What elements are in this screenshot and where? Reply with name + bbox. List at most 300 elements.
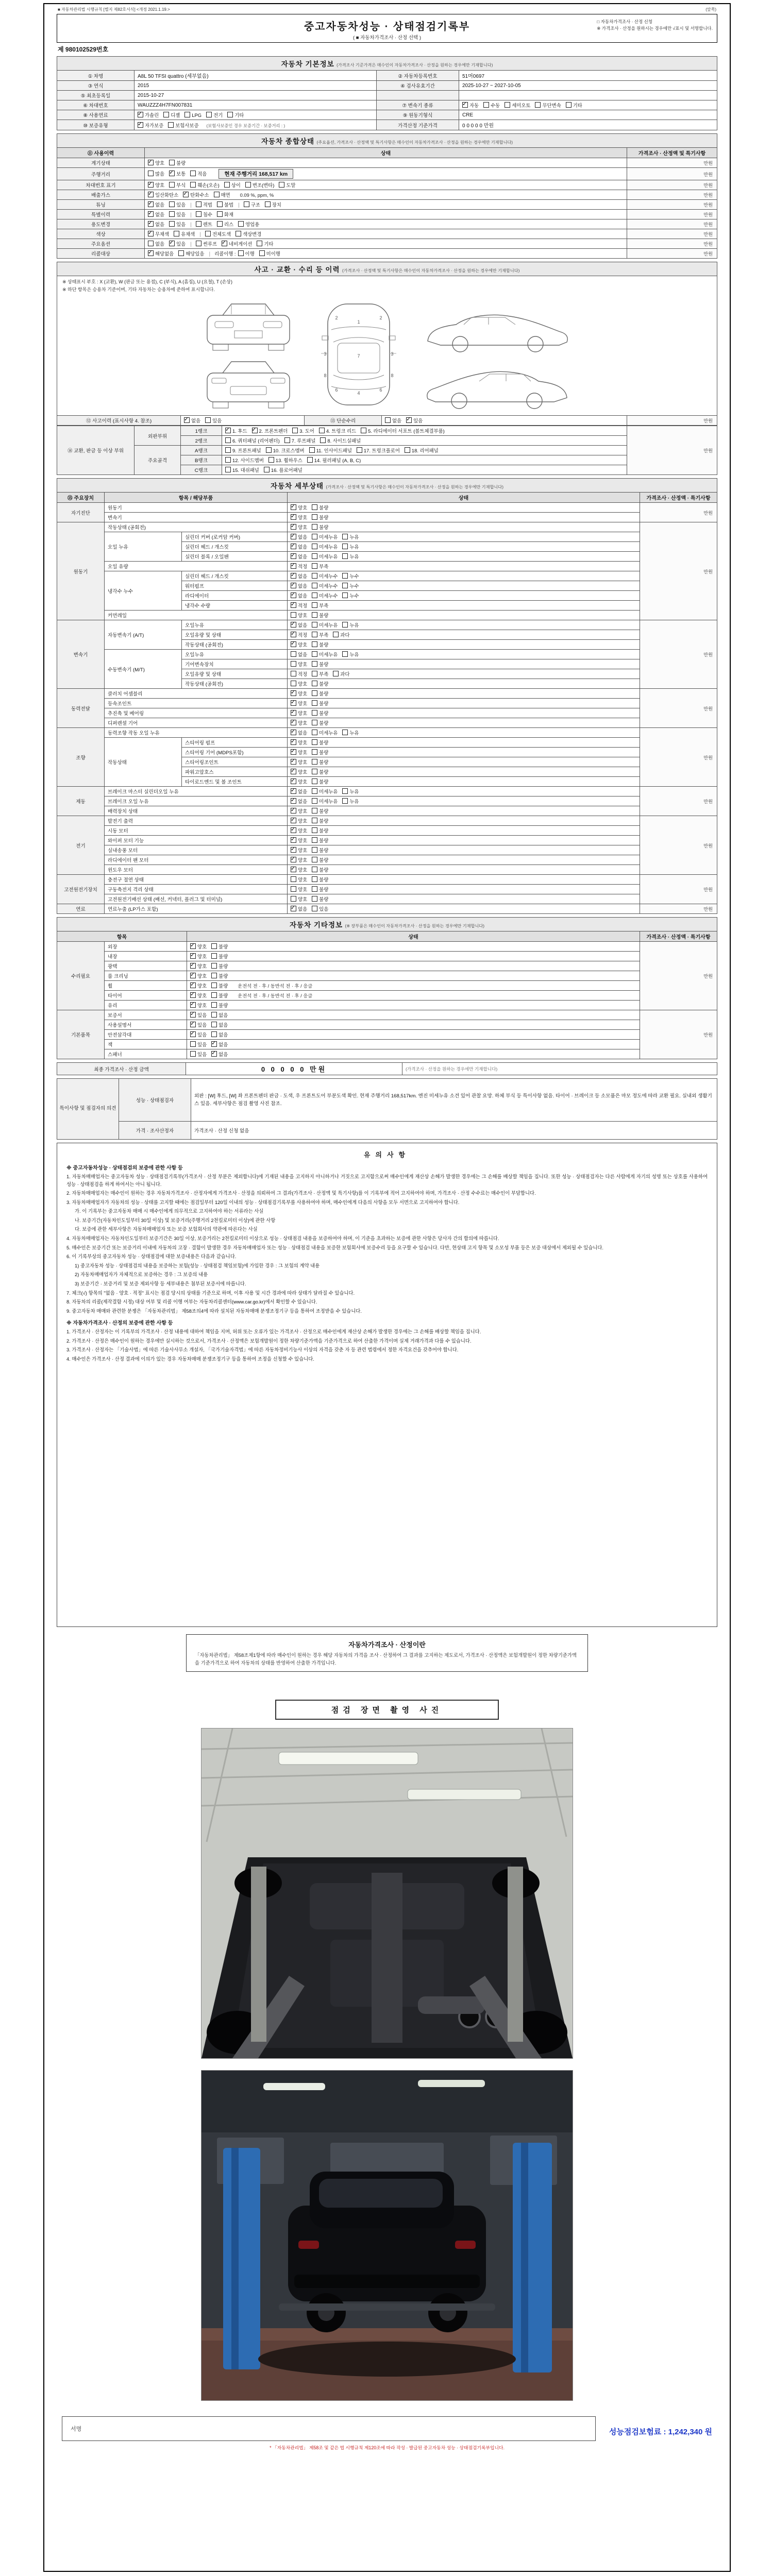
field-label: ⑤ 최초등록일	[57, 91, 135, 100]
option-label: 누유	[349, 789, 359, 794]
panel-item-label: 5. 라디에이터 서포트 (볼트체결부품)	[368, 428, 445, 434]
detail-state	[288, 826, 640, 836]
panel-item	[225, 427, 247, 434]
panel-item	[405, 447, 439, 454]
choice-trans-3	[535, 101, 561, 109]
page-side-note: (앞쪽)	[705, 7, 716, 12]
comprehensive-row	[57, 180, 717, 190]
checkbox-icon	[291, 730, 296, 735]
option-label: 누유	[349, 544, 359, 550]
checkbox-icon	[206, 112, 212, 117]
checkbox-icon	[211, 1051, 217, 1057]
detail-state	[288, 650, 640, 659]
field-label: ⑩ 보증유형	[57, 120, 135, 130]
checkbox-icon	[312, 612, 317, 618]
notice-item: 5. 매수인은 보증기간 또는 보증거리 이내에 자동차의 고장 · 결함이 발생한 경우 자동차매매업자 또는 성능 · 상태점검 내용을 보증한 보험회사에 보증수리 등을 요구할 수 있습니다. 다만, 현상태 고지 항목 및 소모성 부품 등은 보증 대상에서 제외될 수 있습니다.	[66, 1244, 603, 1250]
choice-gb-1	[312, 514, 328, 521]
car-rear-view-diagram	[199, 357, 297, 410]
price-cell: 만원	[640, 522, 717, 620]
inspector-label: 성능 · 상태점검자	[119, 1079, 191, 1122]
page-title-sub: ( ■ 자동차가격조사 · 산정 선택 )	[352, 35, 421, 41]
basic-section-header	[57, 56, 717, 70]
choice-ny-1	[169, 201, 186, 208]
comprehensive-table	[57, 147, 717, 259]
choice-gb-1	[312, 895, 328, 903]
option-label: 무채색	[155, 231, 170, 237]
checkbox-icon	[265, 201, 271, 207]
accident-history-table	[57, 415, 717, 426]
misc-state	[187, 1030, 640, 1040]
choice-use-1	[217, 221, 233, 228]
detail-state	[288, 757, 640, 767]
option-label: 미세누유	[319, 544, 338, 550]
detail-item-label: 작동상태 (공회전)	[105, 522, 288, 532]
checkbox-icon	[312, 544, 317, 549]
misc-item-label: 휠	[105, 981, 187, 991]
choice-gb-0	[291, 895, 307, 903]
checkbox-icon	[312, 896, 317, 902]
checkbox-icon	[225, 457, 231, 463]
column-detail-price: 가격조사 · 산정액 · 특기사항	[640, 493, 717, 503]
field-label: ⑨ 원동기형식	[377, 110, 459, 120]
choice-fuel-3	[206, 111, 223, 118]
checkbox-icon	[211, 953, 217, 959]
option-label: 있음	[176, 212, 186, 217]
notice-items-2	[66, 1328, 708, 1363]
checkbox-icon	[342, 730, 348, 735]
detail-state	[288, 503, 640, 513]
checkbox-icon	[312, 876, 317, 882]
panel-number-label: 8	[324, 373, 327, 378]
choice-gb-1	[169, 159, 186, 166]
misc-item-label: 타이어	[105, 991, 187, 1001]
misc-state	[187, 991, 640, 1001]
price-cell: 만원	[627, 426, 717, 475]
option-label: 적정	[298, 564, 308, 569]
option-label: 불량	[319, 524, 329, 530]
checkbox-icon	[291, 778, 296, 784]
detail-sub-label: 오일누유	[182, 650, 288, 659]
choice-nl-2	[342, 621, 359, 629]
choice-yn-0	[190, 1011, 207, 1019]
checkbox-icon	[385, 417, 391, 423]
checkbox-icon	[312, 602, 317, 608]
choice-gb-0	[291, 778, 307, 785]
car-front-view-diagram	[199, 299, 297, 352]
price-survey-apply-note	[597, 19, 713, 32]
notice-item: 가. 이 기록부는 중고자동차 매매 시 매수인에게 의무적으로 고지하여야 하는 서류라는 사실	[75, 1208, 264, 1214]
misc-state	[187, 961, 640, 971]
remarks-row-inspector	[57, 1079, 717, 1122]
option-label: 이행	[245, 251, 255, 257]
panel-item	[266, 447, 305, 454]
detail-sub-label: 타이로드엔드 및 볼 조인트	[182, 777, 288, 787]
option-label: 불량	[319, 740, 329, 745]
option-label: 변조(변타)	[252, 182, 275, 188]
choice-gb-1	[312, 856, 328, 863]
detail-state	[288, 522, 640, 532]
choice-gb-0	[291, 739, 307, 746]
checkbox-icon	[291, 632, 296, 637]
option-label: 적정	[298, 603, 308, 608]
panel-item-label: 17. 트렁크플로어	[363, 448, 400, 453]
choice-flood-1	[217, 211, 233, 218]
misc-header-row	[57, 931, 717, 942]
choice-legal-0	[196, 201, 212, 208]
checkbox-icon	[190, 953, 196, 959]
field-note: (보험사보증인 경우 보증기간 · 보증거리 : )	[206, 123, 285, 128]
checkbox-icon	[312, 700, 317, 706]
notice-item: 2. 자동차매매업자는 매수인이 원하는 경우 자동차가격조사 · 산정자에게 가격조사 · 산정을 의뢰하여 그 결과(가격조사 · 산정액 및 특기사항)를 이 기록부에 적어 고지하여야 하며, 가격조사 · 산정 수수료는 매수인이 부담합니다.	[66, 1190, 536, 1196]
accident-history-row	[57, 416, 717, 426]
choice-trans-0	[462, 101, 479, 109]
panel-rank-row	[57, 446, 717, 455]
choice-nl-2	[342, 788, 359, 795]
detail-sub-label: 작동상태 (공회전)	[182, 679, 288, 689]
option-label: 미세누유	[319, 622, 338, 628]
misc-state	[187, 981, 640, 991]
field-value	[135, 120, 377, 130]
detail-item-label: 원동기	[105, 503, 288, 513]
checkbox-icon	[169, 241, 175, 246]
option-label: 있음	[197, 1022, 207, 1028]
checkbox-icon	[196, 201, 201, 207]
checkbox-icon	[148, 241, 154, 246]
choice-mileage-0	[148, 170, 164, 177]
choice-struct-0	[244, 201, 260, 208]
car-side-views	[420, 300, 575, 409]
checkbox-icon	[291, 681, 296, 686]
column-major-device: ⑮ 주요장치	[57, 493, 105, 503]
option-label: 있음	[176, 222, 186, 227]
price-cell: 만원	[640, 689, 717, 728]
choice-ny-1	[406, 417, 423, 424]
choice-gb-1	[312, 817, 328, 824]
comprehensive-row	[57, 158, 717, 168]
checkbox-icon	[342, 788, 348, 794]
signature-label: 서명	[71, 2426, 82, 2433]
checkbox-icon	[190, 171, 196, 176]
checkbox-icon	[266, 447, 272, 453]
checkbox-icon	[211, 963, 217, 969]
choice-gb-1	[211, 962, 228, 970]
notice-item: 8. 자동차의 리콜(제작결함 시정) 대상 여부 및 리콜 이행 여부는 자동차리콜센터(www.car.go.kr)에서 확인할 수 있습니다.	[66, 1299, 317, 1305]
remarks-row-appraiser	[57, 1122, 717, 1140]
option-label: 색상변경	[243, 231, 262, 237]
detail-row	[57, 532, 717, 542]
option-label: 양호	[298, 710, 308, 716]
detail-sub-label: 파워고압호스	[182, 767, 288, 777]
option-label: 불량	[319, 710, 329, 716]
field-value: 0 0 0 0 0 만원	[459, 120, 717, 130]
checkbox-icon	[205, 231, 211, 236]
option-label: 불량	[319, 613, 329, 618]
choice-nl-0	[291, 621, 307, 629]
option-label: 불량	[319, 642, 329, 648]
detail-state	[288, 601, 640, 611]
checkbox-icon	[333, 632, 339, 637]
checkbox-icon	[291, 710, 296, 716]
checkbox-icon	[312, 671, 317, 676]
checkbox-icon	[196, 221, 201, 227]
detail-state	[288, 630, 640, 640]
checkbox-icon	[291, 524, 296, 530]
car-top-view-diagram	[315, 300, 402, 409]
checkbox-icon	[406, 417, 412, 423]
option-label: 양호	[155, 182, 165, 188]
option-label: 기타	[264, 241, 274, 247]
checkbox-icon	[291, 651, 296, 657]
option-label: 화재	[224, 212, 234, 217]
choice-nl-0	[291, 798, 307, 805]
option-label: 불량	[219, 944, 228, 950]
option-label: 불법	[224, 202, 234, 208]
notice-item: 다. 보증에 관한 세부사항은 자동차매매업자 또는 보증 보험회사의 약관에 따른다는 사실	[75, 1226, 258, 1232]
choice-gb-0	[291, 690, 307, 697]
option-label: 부족	[319, 632, 329, 638]
checkbox-icon	[291, 857, 296, 862]
choice-nl-1	[312, 651, 338, 658]
option-label: 불량	[319, 887, 329, 892]
detail-row	[57, 738, 717, 748]
option-label: 없음	[298, 534, 308, 540]
detail-state	[288, 875, 640, 885]
detail-row	[57, 885, 717, 894]
checkbox-icon	[190, 982, 196, 988]
choice-gb-1	[211, 943, 228, 950]
panel-item-label: 11. 인사이드패널	[316, 448, 352, 453]
misc-row	[57, 1030, 717, 1040]
checkbox-icon	[227, 112, 233, 117]
option-label: 무단변속	[542, 103, 561, 108]
price-cell: 만원	[627, 229, 717, 239]
checkbox-icon	[342, 553, 348, 559]
choice-warranty-0	[138, 122, 163, 129]
panel-item	[252, 427, 288, 434]
detail-state	[288, 845, 640, 855]
detail-item-label: 배력장치 상태	[105, 806, 288, 816]
checkbox-icon	[291, 896, 296, 902]
divider: |	[199, 232, 201, 238]
checkbox-icon	[312, 563, 317, 569]
appraiser-label: 가격 · 조사산정자	[119, 1122, 191, 1140]
choice-nl-0	[291, 788, 307, 795]
position-note: 운전석 전 · 후 / 동반석 전 · 후 / 응급	[238, 993, 313, 998]
checkbox-icon	[148, 160, 154, 165]
panel-item	[357, 447, 400, 454]
choice-gb-1	[312, 690, 328, 697]
choice-nw-1	[312, 572, 338, 580]
detail-item-label: 수동변속기 (M/T)	[105, 650, 182, 689]
pricing-explanation-title: 자동차가격조사 · 산정이란	[348, 1641, 426, 1649]
notice-item: 1. 가격조사 · 산정자는 이 기록부의 가격조사 · 산정 내용에 대하여 책임을 지며, 허위 또는 오류가 있는 가격조사 · 산정으로 매수인에게 재산상 손해가 발생한 경우에는 그 손해를 배상할 책임을 집니다.	[66, 1329, 481, 1335]
misc-item-label: 룸 크리닝	[105, 971, 187, 981]
field-label: ② 자동차등록번호	[377, 71, 459, 81]
choice-gb-0	[291, 700, 307, 707]
field-label: ③ 연식	[57, 81, 135, 91]
choice-fuel-0	[138, 111, 159, 118]
panel-rank: A랭크	[181, 446, 222, 455]
panel-item	[292, 427, 314, 434]
simple-repair-label: ⑬ 단순수리	[305, 416, 382, 426]
choice-warranty-1	[168, 122, 198, 129]
device-group-label: 원동기	[57, 522, 105, 620]
option-label: 있음	[176, 202, 186, 208]
misc-row	[57, 952, 717, 961]
checkbox-icon	[291, 573, 296, 579]
notice-title: 유의사항	[363, 1151, 411, 1159]
comprehensive-row	[57, 239, 717, 249]
option-label: 미세누유	[319, 799, 338, 804]
option-label: 미세누유	[319, 554, 338, 560]
checkbox-icon	[312, 798, 317, 804]
checkbox-icon	[236, 231, 241, 236]
choice-nl-1	[312, 798, 338, 805]
detail-state	[288, 669, 640, 679]
divider: |	[190, 202, 192, 208]
device-group-label: 전기	[57, 816, 105, 875]
choice-option-2	[257, 240, 273, 247]
checkbox-icon	[196, 211, 201, 217]
usage-item-label: 주행거리	[57, 168, 145, 180]
detail-item-label: 자동변속기 (A/T)	[105, 620, 182, 650]
choice-gb-1	[312, 827, 328, 834]
detail-state	[288, 689, 640, 699]
detail-item-label: 클러치 어셈블리	[105, 689, 288, 699]
option-label: 누유	[349, 799, 359, 804]
checkbox-icon	[291, 847, 296, 853]
choice-gb-0	[291, 612, 307, 619]
checkbox-icon	[252, 428, 258, 433]
choice-gb-1	[312, 719, 328, 726]
basic-row	[57, 120, 717, 130]
basic-row	[57, 71, 717, 81]
field-value	[459, 100, 717, 110]
price-cell: 만원	[627, 200, 717, 210]
option-label: 없음	[155, 222, 165, 227]
field-value: 2015-10-27	[135, 91, 377, 100]
checkbox-icon	[312, 651, 317, 657]
price-cell: 만원	[640, 1010, 717, 1059]
checkbox-icon	[190, 182, 196, 188]
checkbox-icon	[312, 778, 317, 784]
checkbox-icon	[169, 182, 175, 188]
panel-item	[307, 456, 361, 464]
choice-nl-1	[312, 543, 338, 550]
final-price-value: 0 0 0 0 0 만원	[186, 1063, 402, 1075]
option-label: 불량	[219, 954, 228, 959]
checkbox-icon	[238, 221, 244, 227]
current-mileage: 현재 주행거리 168,517 km	[219, 169, 293, 179]
comprehensive-row	[57, 210, 717, 219]
option-label: 양호	[298, 720, 308, 726]
checkbox-icon	[312, 867, 317, 872]
checkbox-icon	[312, 759, 317, 765]
panel-items	[222, 455, 627, 465]
checkbox-icon	[211, 973, 217, 978]
choice-yn-0	[190, 1050, 207, 1058]
choice-struct-1	[265, 201, 281, 208]
divider: |	[190, 212, 192, 218]
checkbox-icon	[505, 102, 510, 108]
checkbox-icon	[291, 769, 296, 774]
checkbox-icon	[279, 182, 284, 188]
option-label: 없음	[298, 906, 308, 912]
choice-gb-1	[312, 778, 328, 785]
car-front-rear-views	[199, 299, 297, 410]
choice-nw-2	[342, 582, 359, 589]
option-label: 없음	[155, 241, 165, 247]
detail-state	[288, 659, 640, 669]
misc-item-label: 외장	[105, 942, 187, 952]
choice-vin-5	[279, 181, 295, 189]
misc-row	[57, 942, 717, 952]
choice-gb-0	[190, 943, 207, 950]
checkbox-icon	[196, 241, 201, 246]
choice-fuel-2	[184, 112, 201, 118]
panel-number-label: 2	[335, 315, 338, 320]
option-label: 누유	[349, 652, 359, 657]
choice-nl-2	[342, 798, 359, 805]
checkbox-icon	[244, 201, 249, 207]
detail-state	[288, 816, 640, 826]
panel-item	[225, 437, 280, 444]
field-value: 2015	[135, 81, 377, 91]
checkbox-icon	[312, 573, 317, 579]
detail-row	[57, 904, 717, 914]
pricing-explanation-box	[186, 1634, 588, 1672]
option-label: 탄화수소	[190, 192, 209, 198]
panel-number-label: 8	[391, 373, 394, 378]
checkbox-icon	[225, 437, 231, 443]
device-group-label: 연료	[57, 904, 105, 914]
panel-item-label: 4. 트렁크 리드	[326, 428, 357, 434]
checkbox-icon	[291, 798, 296, 804]
checkbox-icon	[291, 553, 296, 559]
detail-state	[288, 767, 640, 777]
field-value	[459, 91, 717, 100]
choice-nl-1	[312, 788, 338, 795]
column-state: 상태	[145, 148, 627, 158]
panel-item-label: 3. 도어	[299, 428, 314, 434]
option-label: 있음	[197, 1012, 207, 1018]
checkbox-icon	[148, 221, 154, 227]
detail-state	[288, 679, 640, 689]
basic-row	[57, 100, 717, 110]
accident-section-subtitle: (가격조사 · 산정액 및 특기사항은 매수인이 자동차가격조사 · 산정을 원하는 경우에만 기재합니다)	[342, 268, 520, 273]
price-cell: 만원	[640, 875, 717, 904]
choice-nw-1	[312, 592, 338, 599]
choice-color1-1	[174, 230, 195, 238]
option-label: 기타	[234, 112, 244, 118]
panel-item-label: 18. 리어패널	[411, 448, 439, 453]
choice-nl-1	[312, 729, 338, 736]
checkbox-icon	[312, 730, 317, 735]
detail-sub-label: 오일유량 및 상태	[182, 669, 288, 679]
choice-trans-1	[483, 101, 500, 109]
choice-nw-2	[342, 572, 359, 580]
detail-row	[57, 796, 717, 806]
detail-state	[288, 806, 640, 816]
choice-yn-1	[211, 1021, 228, 1028]
choice-gb-1	[312, 807, 328, 815]
detail-state	[288, 611, 640, 620]
choice-gb-0	[190, 982, 207, 989]
checkbox-icon	[312, 504, 317, 510]
panel-number-label: 3	[391, 351, 394, 357]
checkbox-icon	[312, 710, 317, 716]
detail-sub-label: 스티어링 기어 (MDPS포함)	[182, 748, 288, 757]
